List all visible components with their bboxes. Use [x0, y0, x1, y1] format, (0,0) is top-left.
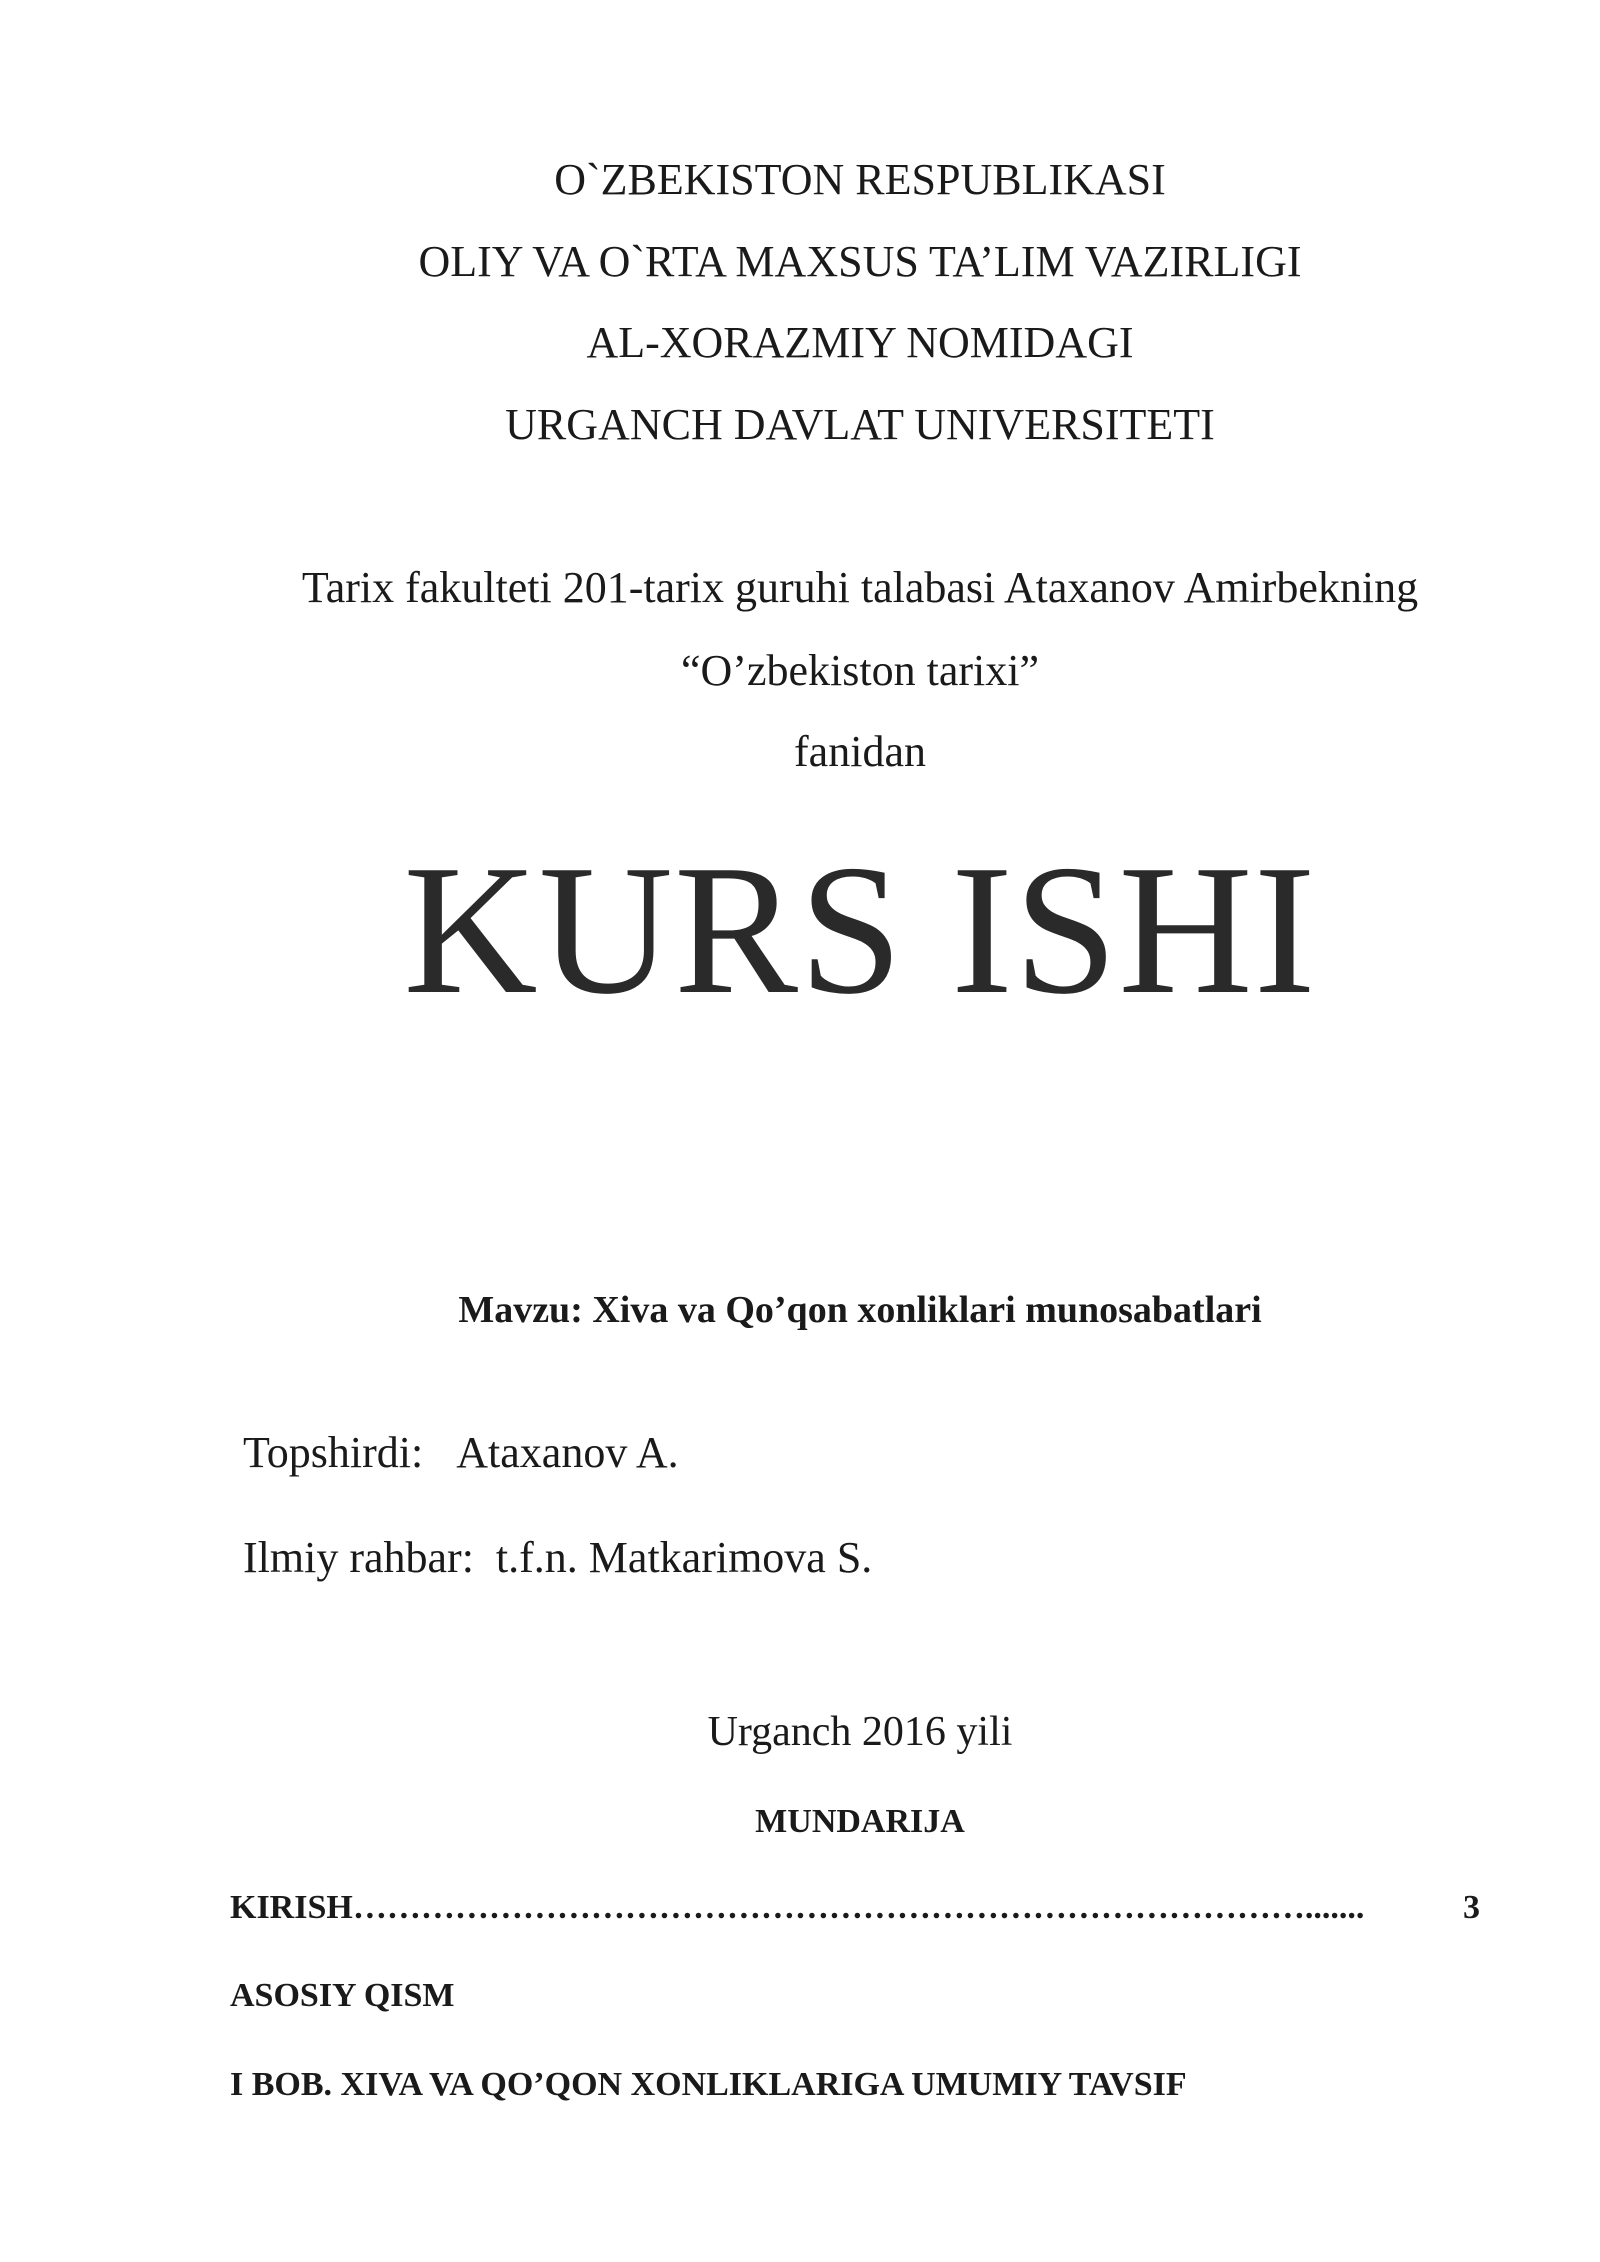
toc-heading: MUNDARIJA [755, 1803, 965, 1840]
subject-line: Mavzu: Xiva va Qo’qon xonliklari munosabatlari [458, 1289, 1262, 1331]
toc-entry-asosiy-qism[interactable]: ASOSIY QISM [230, 1977, 455, 2014]
supervisor-label: Ilmiy rahbar: [243, 1533, 474, 1582]
ministry-header-line-1: O`ZBEKISTON RESPUBLIKASI [554, 155, 1166, 204]
toc-entry-kirish[interactable] [230, 1886, 1480, 1930]
place-year: Urganch 2016 yili [707, 1709, 1013, 1755]
intro-subject-line: “O’zbekiston tarixi” [681, 646, 1039, 695]
toc-entry-chapter-1[interactable]: I BOB. XIVA VA QO’QON XONLIKLARIGA UMUMIY TAVSIF [230, 2066, 1187, 2103]
toc-entry-label: KIRISH [230, 1889, 353, 1926]
submitted-by-label: Topshirdi: [243, 1428, 424, 1477]
submitted-by-value: Ataxanov A. [456, 1428, 679, 1477]
ministry-header-line-3: AL-XORAZMIY NOMIDAGI [586, 318, 1134, 367]
toc-entry-page: 3 [1463, 1889, 1480, 1926]
intro-student-line: Tarix fakulteti 201-tarix guruhi talabasi Ataxanov Amirbekning [301, 563, 1419, 612]
intro-fanidan-line: fanidan [794, 727, 926, 776]
document-title: KURS ISHI [403, 827, 1317, 1033]
toc-dot-leader: …………………………………………………………………………....... [352, 1889, 1365, 1926]
submitted-by-line [243, 1425, 679, 1481]
ministry-header-line-2: OLIY VA O`RTA MAXSUS TA’LIM VAZIRLIGI [418, 237, 1302, 286]
ministry-header-line-4: URGANCH DAVLAT UNIVERSITETI [505, 400, 1215, 449]
supervisor-line [243, 1530, 872, 1586]
supervisor-value: t.f.n. Matkarimova S. [495, 1533, 873, 1582]
